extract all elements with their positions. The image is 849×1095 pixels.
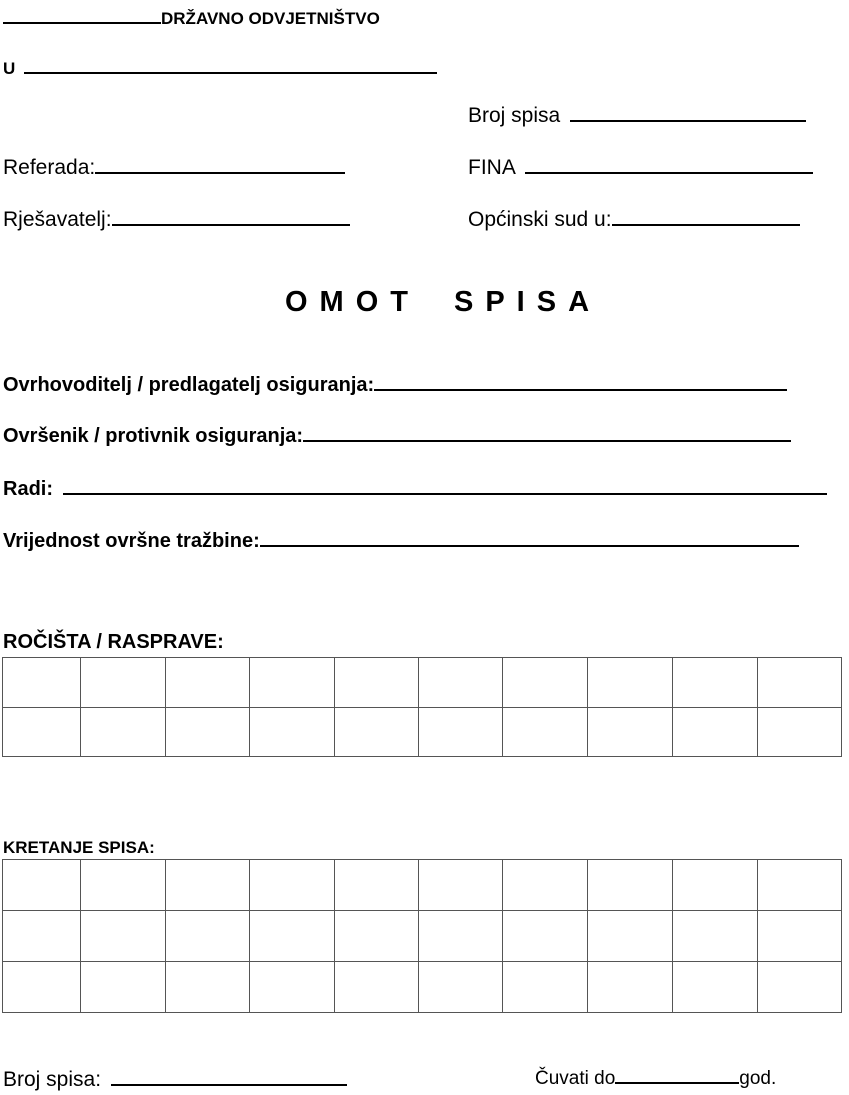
- title-word-1: OMOT: [285, 286, 420, 318]
- movement-cell[interactable]: [587, 962, 672, 1013]
- year-suffix: god.: [739, 1068, 777, 1089]
- location-line[interactable]: [24, 58, 437, 74]
- creditor-line[interactable]: [374, 375, 787, 391]
- claim-value-line[interactable]: [260, 531, 799, 547]
- creditor-label: Ovrhovoditelj / predlagatelj osiguranja:: [3, 374, 375, 396]
- movement-cell[interactable]: [81, 911, 165, 962]
- referada-line[interactable]: [95, 158, 345, 174]
- court-line[interactable]: [612, 210, 800, 226]
- hearing-cell[interactable]: [503, 658, 587, 708]
- movement-cell[interactable]: [673, 962, 757, 1013]
- movement-cell[interactable]: [250, 860, 334, 911]
- fina-row: [468, 156, 813, 180]
- office-prefix-line[interactable]: [3, 8, 161, 24]
- hearing-cell[interactable]: [165, 708, 249, 757]
- resolver-row: [3, 208, 350, 232]
- table-row: [3, 962, 842, 1013]
- movement-cell[interactable]: [81, 962, 165, 1013]
- hearing-cell[interactable]: [503, 708, 587, 757]
- referada-row: [3, 156, 345, 180]
- debtor-row: [3, 425, 791, 448]
- case-number-line[interactable]: [570, 106, 806, 122]
- movement-cell[interactable]: [673, 860, 757, 911]
- fina-line[interactable]: [525, 158, 813, 174]
- movement-table: [2, 859, 842, 1013]
- page-title: [285, 286, 601, 319]
- hearings-heading: ROČIŠTA / RASPRAVE:: [3, 631, 224, 653]
- movement-cell[interactable]: [250, 911, 334, 962]
- movement-cell[interactable]: [334, 911, 418, 962]
- movement-cell[interactable]: [3, 962, 81, 1013]
- hearing-cell[interactable]: [418, 708, 502, 757]
- office-header: [3, 8, 380, 29]
- hearing-cell[interactable]: [165, 658, 249, 708]
- debtor-line[interactable]: [303, 426, 791, 442]
- movement-cell[interactable]: [757, 911, 842, 962]
- title-word-2: SPISA: [454, 286, 602, 318]
- case-number-label: Broj spisa: [468, 104, 561, 127]
- subject-row: [3, 478, 827, 501]
- movement-cell[interactable]: [3, 860, 81, 911]
- hearing-cell[interactable]: [334, 658, 418, 708]
- table-row: [3, 860, 842, 911]
- court-row: [468, 208, 800, 232]
- keep-until-label: Čuvati do: [535, 1068, 616, 1089]
- movement-cell[interactable]: [757, 860, 842, 911]
- case-number-row: [468, 104, 806, 128]
- keep-until-line[interactable]: [615, 1068, 739, 1084]
- resolver-label: Rješavatelj:: [3, 208, 112, 231]
- footer-case-number-label: Broj spisa:: [3, 1068, 102, 1091]
- table-row: [3, 911, 842, 962]
- claim-value-row: [3, 530, 799, 553]
- movement-cell[interactable]: [503, 911, 587, 962]
- subject-label: Radi:: [3, 478, 53, 500]
- hearing-cell[interactable]: [757, 708, 842, 757]
- footer-case-number-line[interactable]: [111, 1070, 347, 1086]
- movement-cell[interactable]: [418, 962, 502, 1013]
- hearing-cell[interactable]: [250, 658, 334, 708]
- table-row: [3, 658, 842, 708]
- movement-heading: KRETANJE SPISA:: [3, 838, 155, 857]
- debtor-label: Ovršenik / protivnik osiguranja:: [3, 425, 304, 447]
- movement-cell[interactable]: [503, 860, 587, 911]
- movement-cell[interactable]: [587, 911, 672, 962]
- movement-cell[interactable]: [165, 962, 249, 1013]
- hearing-cell[interactable]: [418, 658, 502, 708]
- court-label: Općinski sud u:: [468, 208, 612, 231]
- hearing-cell[interactable]: [3, 708, 81, 757]
- location-row: [3, 58, 437, 79]
- location-prefix: U: [3, 59, 16, 78]
- hearing-cell[interactable]: [81, 708, 165, 757]
- movement-cell[interactable]: [165, 860, 249, 911]
- hearing-cell[interactable]: [587, 658, 672, 708]
- movement-cell[interactable]: [503, 962, 587, 1013]
- movement-cell[interactable]: [418, 911, 502, 962]
- hearing-cell[interactable]: [3, 658, 81, 708]
- hearing-cell[interactable]: [587, 708, 672, 757]
- claim-value-label: Vrijednost ovršne tražbine:: [3, 530, 260, 552]
- movement-cell[interactable]: [757, 962, 842, 1013]
- movement-cell[interactable]: [587, 860, 672, 911]
- movement-cell[interactable]: [334, 962, 418, 1013]
- movement-cell[interactable]: [418, 860, 502, 911]
- hearings-table: [2, 657, 842, 757]
- referada-label: Referada:: [3, 156, 96, 179]
- hearing-cell[interactable]: [673, 658, 757, 708]
- resolver-line[interactable]: [112, 210, 350, 226]
- movement-cell[interactable]: [673, 911, 757, 962]
- movement-cell[interactable]: [334, 860, 418, 911]
- hearing-cell[interactable]: [334, 708, 418, 757]
- hearing-cell[interactable]: [673, 708, 757, 757]
- hearing-cell[interactable]: [81, 658, 165, 708]
- table-row: [3, 708, 842, 757]
- keep-until-row: [535, 1068, 776, 1090]
- movement-cell[interactable]: [165, 911, 249, 962]
- hearing-cell[interactable]: [757, 658, 842, 708]
- movement-cell[interactable]: [3, 911, 81, 962]
- movement-cell[interactable]: [250, 962, 334, 1013]
- creditor-row: [3, 374, 787, 397]
- office-name: DRŽAVNO ODVJETNIŠTVO: [161, 9, 380, 28]
- hearing-cell[interactable]: [250, 708, 334, 757]
- footer-case-number-row: [3, 1068, 347, 1092]
- movement-cell[interactable]: [81, 860, 165, 911]
- fina-label: FINA: [468, 156, 515, 179]
- subject-line[interactable]: [63, 479, 827, 495]
